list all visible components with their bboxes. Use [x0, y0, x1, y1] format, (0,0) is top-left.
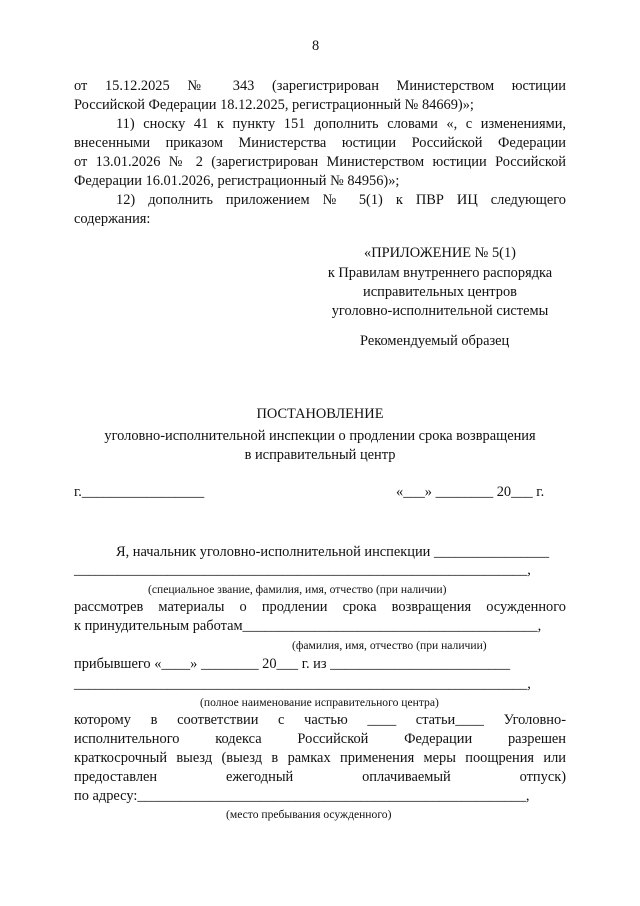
- address-line: по адресу:______________________________________________________,: [74, 788, 530, 804]
- text-line-6: Федерации 16.01.2026, регистрационный № 84956)»;: [74, 173, 400, 189]
- page-number: 8: [312, 38, 320, 54]
- text-line-2: Российской Федерации 18.12.2025, регистрационный № 84669)»;: [74, 97, 474, 113]
- decree-subtitle-1: уголовно-исполнительной инспекции о продлении срока возвращения: [104, 428, 536, 444]
- sample-label: Рекомендуемый образец: [360, 333, 510, 349]
- paragraph-line-1: которому в соответствии с частью ____ статьи____ Уголовно-: [74, 712, 566, 728]
- text-line-8: содержания:: [74, 211, 151, 227]
- caption-rank: (специальное звание, фамилия, имя, отчество (при наличии): [148, 583, 447, 596]
- appendix-title: «ПРИЛОЖЕНИЕ № 5(1): [364, 245, 516, 261]
- text-line-1: от 15.12.2025 № 343 (зарегистрирован Министерством юстиции: [74, 78, 566, 94]
- caption-place: (место пребывания осужденного): [226, 808, 392, 821]
- appendix-line-2: исправительных центров: [363, 284, 517, 300]
- caption-center: (полное наименование исправительного центра): [200, 696, 439, 709]
- paragraph-line-2: исполнительного кодекса Российской Федерации разрешен: [74, 731, 566, 747]
- appendix-block: [310, 245, 570, 322]
- decree-title: ПОСТАНОВЛЕНИЕ: [256, 406, 384, 422]
- blank-line-1: _______________________________________________________________,: [74, 562, 531, 578]
- arrived-line: прибывшего «____» ________ 20___ г. из _________________________: [74, 656, 511, 672]
- decree-subtitle-2: в исправительный центр: [244, 447, 396, 463]
- text-line-3: 11) сноску 41 к пункту 151 дополнить словами «, с изменениями,: [116, 116, 566, 132]
- text-line-7: 12) дополнить приложением № 5(1) к ПВР ИЦ следующего: [116, 192, 566, 208]
- caption-fio: (фамилия, имя, отчество (при наличии): [292, 639, 487, 652]
- appendix-line-1: к Правилам внутреннего распорядка: [327, 265, 553, 281]
- paragraph-line-4: предоставлен ежегодный оплачиваемый отпуск): [74, 769, 566, 785]
- city-field: г._________________: [74, 484, 205, 500]
- blank-line-2: _______________________________________________________________,: [74, 676, 531, 692]
- date-field: «___» ________ 20___ г.: [396, 484, 545, 500]
- forced-work-line: к принудительным работам_________________________________________,: [74, 618, 542, 634]
- i-am-line: Я, начальник уголовно-исполнительной инспекции ________________: [116, 544, 550, 560]
- considered-line: рассмотрев материалы о продлении срока возвращения осужденного: [74, 599, 566, 615]
- text-line-5: от 13.01.2026 № 2 (зарегистрирован Министерством юстиции Российской: [74, 154, 566, 170]
- appendix-line-3: уголовно-исполнительной системы: [331, 303, 549, 319]
- text-line-4: внесенными приказом Министерства юстиции Российской Федерации: [74, 135, 566, 151]
- paragraph-line-3: краткосрочный выезд (выезд в рамках применения меры поощрения или: [74, 750, 566, 766]
